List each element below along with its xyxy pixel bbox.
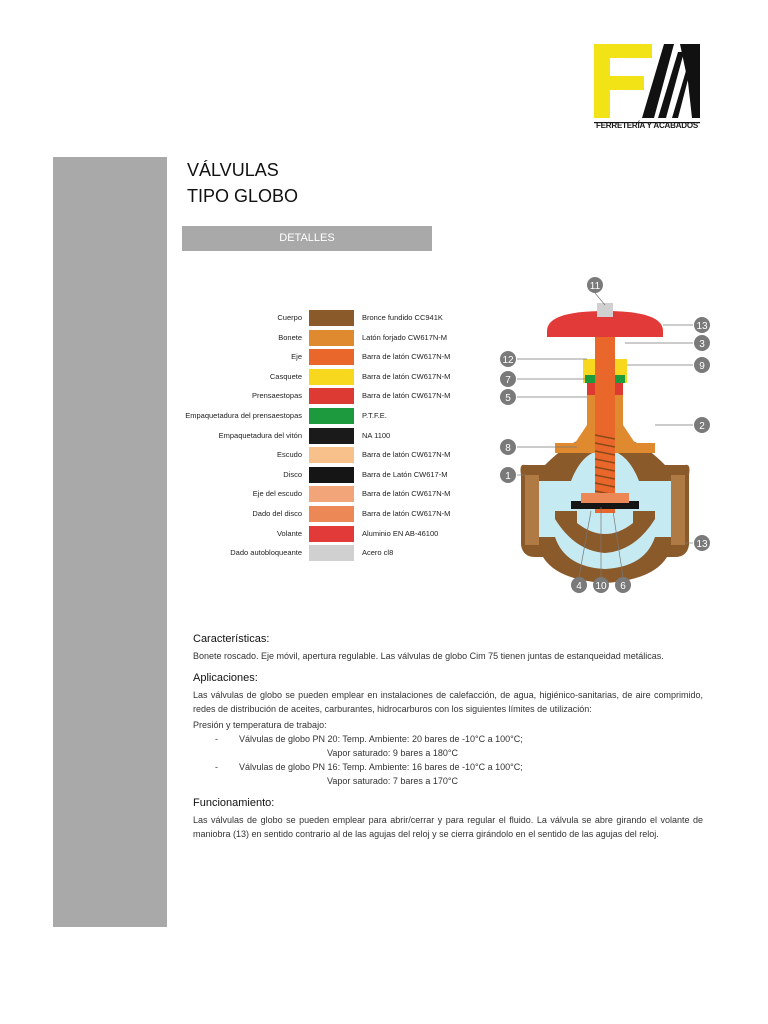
legend-part-label: Eje del escudo (252, 489, 302, 499)
legend-part-label: Disco (283, 469, 302, 479)
legend-part-label: Dado del disco (252, 509, 302, 518)
legend-row (170, 349, 490, 366)
bullet-2-line-1: Válvulas de globo PN 16: Temp. Ambiente: 16 bares de -10°C a 100°C; (239, 762, 523, 772)
legend-color-swatch (309, 330, 354, 346)
legend-part-label: Prensaestopas (251, 391, 302, 401)
legend-row (170, 447, 490, 464)
legend-color-swatch (309, 486, 354, 502)
legend-row (170, 330, 490, 347)
bullet-1-line-1: Válvulas de globo PN 20: Temp. Ambiente: 20 bares de -10°C a 100°C; (239, 734, 523, 744)
bullet-1 (193, 732, 703, 746)
legend-row (170, 545, 490, 562)
legend-part-label: Empaquetadura del vitón (218, 430, 302, 440)
aplicaciones-text: Las válvulas de globo se pueden emplear en instalaciones de calefacción, de agua, higiénico-sanitarias, de aire comprimido, redes de distribución de aceites, carburantes, hidrocarburos con los siguientes límites de utilización: (193, 690, 703, 714)
legend-material-label: Barra de latón CW617N-M (362, 352, 451, 362)
legend-row (170, 486, 490, 503)
legend-part-label: Volante (276, 528, 302, 538)
legend-part-label: Dado autobloqueante (230, 548, 302, 558)
aplicaciones-subtitle: Presión y temperatura de trabajo: (193, 720, 327, 730)
legend-material-label: Latón forjado CW617N-M (362, 332, 448, 342)
logo-text: FERRETERÍA Y ACABADOS (595, 121, 699, 130)
legend-part-label: Cuerpo (277, 313, 302, 322)
legend-material-label: Barra de latón CW617N-M (362, 489, 451, 499)
callout-1: 1 (505, 471, 511, 482)
callout-13b: 13 (696, 539, 708, 550)
legend-part-label: Bonete (278, 332, 302, 342)
legend-material-label: Barra de latón CW617N-M (362, 450, 451, 460)
legend-part-label: Escudo (276, 450, 302, 460)
legend-material-label: Barra de Latón CW617-M (362, 469, 448, 479)
legend-color-swatch (309, 526, 354, 542)
callout-9: 9 (699, 361, 705, 372)
funcionamiento-text: Las válvulas de globo se pueden emplear para abrir/cerrar y para regular el fluido. La válvula se abre girando el volante de maniobra (13) en sentido contrario al de las agujas del reloj y se cierra girándolo en el sentido de las agujas del reloj. (193, 815, 703, 839)
callout-13a: 13 (696, 321, 708, 332)
legend-row (170, 467, 490, 484)
legend-row (170, 310, 490, 327)
callout-12: 12 (502, 355, 514, 366)
legend-row (170, 506, 490, 523)
callout-7: 7 (505, 375, 511, 386)
legend-color-swatch (309, 349, 354, 365)
caracteristicas-title: Características: (193, 633, 270, 645)
legend-material-label: Barra de latón CW617N-M (362, 509, 451, 518)
callout-6: 6 (620, 581, 626, 592)
legend-material-label: P.T.F.E. (362, 411, 387, 420)
legend-row (170, 388, 490, 405)
legend-material-label: Bronce fundido CC941K (362, 313, 443, 322)
legend-material-label: Barra de latón CW617N-M (362, 371, 451, 381)
legend-color-swatch (309, 428, 354, 444)
legend-part-label: Eje (291, 352, 302, 362)
legend-color-swatch (309, 545, 354, 561)
bullet-dash: - (215, 762, 218, 772)
valve-diagram (495, 275, 715, 600)
legend-part-label: Empaquetadura del prensaestopas (185, 411, 302, 420)
legend-material-label: Aluminio EN AB-46100 (362, 528, 439, 538)
description-content (193, 632, 703, 841)
legend-row (170, 526, 490, 543)
legend-color-swatch (309, 310, 354, 326)
bullet-dash: - (215, 734, 218, 744)
bullet-2-line-2: Vapor saturado: 7 bares a 170°C (327, 776, 459, 786)
funcionamiento-title: Funcionamiento: (193, 797, 275, 809)
side-bar (53, 157, 167, 927)
legend-row (170, 369, 490, 386)
caracteristicas-text: Bonete roscado. Eje móvil, apertura regulable. Las válvulas de globo Cim 75 tienen juntas de estanqueidad metálicas. (193, 651, 664, 661)
title-line-2: TIPO GLOBO (187, 186, 299, 206)
callout-2: 2 (699, 421, 705, 432)
title-line-1: VÁLVULAS (187, 160, 279, 180)
callout-5: 5 (505, 393, 511, 404)
aplicaciones-title: Aplicaciones: (193, 672, 258, 684)
callout-11: 11 (589, 281, 601, 292)
page-title (187, 157, 298, 209)
legend-color-swatch (309, 467, 354, 483)
legend-part-label: Casquete (269, 371, 302, 381)
callout-10: 10 (595, 581, 607, 592)
legend-material-label: Barra de latón CW617N-M (362, 391, 451, 401)
legend-color-swatch (309, 506, 354, 522)
callout-3: 3 (699, 339, 705, 350)
legend-color-swatch (309, 388, 354, 404)
details-header: DETALLES (182, 226, 432, 251)
legend-material-label: NA 1100 (362, 430, 391, 440)
legend-row (170, 428, 490, 445)
callout-4: 4 (576, 581, 582, 592)
legend-color-swatch (309, 369, 354, 385)
bullet-2 (193, 760, 703, 774)
callout-8: 8 (505, 443, 511, 454)
bullet-1-line-2: Vapor saturado: 9 bares a 180°C (327, 748, 459, 758)
legend-color-swatch (309, 447, 354, 463)
legend-material-label: Acero cl8 (362, 548, 394, 558)
legend-row (170, 408, 490, 425)
legend-color-swatch (309, 408, 354, 424)
